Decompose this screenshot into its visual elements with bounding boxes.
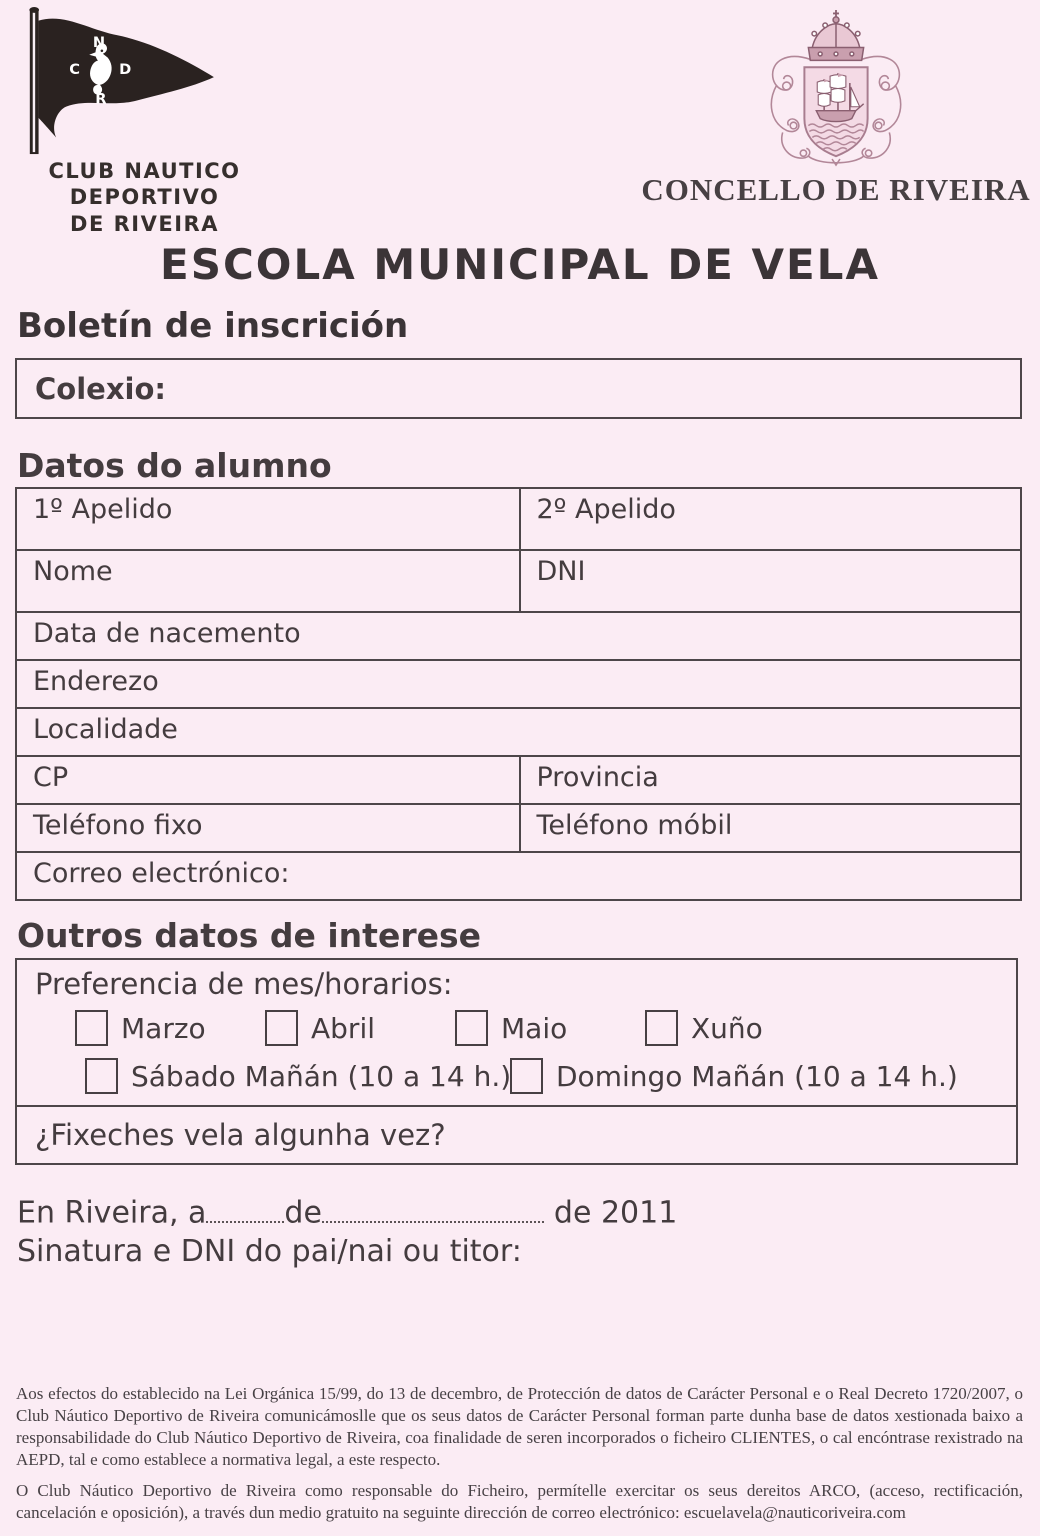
field-apelido2[interactable]: [521, 489, 1021, 549]
schedule-option: [85, 1058, 510, 1094]
council-crest-icon: [747, 8, 925, 168]
flag-letter-d: D: [119, 61, 132, 79]
other-section-heading: Outros datos de interese: [17, 916, 481, 955]
field-label: 2º Apelido: [536, 494, 676, 525]
schedule-options-row: [85, 1058, 1016, 1094]
checkbox-marzo[interactable]: [75, 1010, 108, 1046]
field-enderezo[interactable]: [17, 661, 1020, 707]
field-telefono-fixo[interactable]: [17, 805, 521, 851]
checkbox-sabado[interactable]: [85, 1058, 118, 1094]
field-data-nacemento[interactable]: [17, 613, 1020, 659]
field-cp[interactable]: [17, 757, 521, 803]
field-label: Nome: [33, 556, 113, 587]
table-row: [17, 805, 1020, 853]
club-pennant-flag-icon: [14, 6, 219, 156]
field-provincia[interactable]: [521, 757, 1021, 803]
field-label: 1º Apelido: [33, 494, 173, 525]
table-row: [17, 613, 1020, 661]
table-row: [17, 757, 1020, 805]
legal-paragraph-2: O Club Náutico Deportivo de Riveira como responsable do Ficheiro, permítelle exercitar os seus dereitos ARCO, (acceso, rectificación, cancelación e oposición), a través dun medio gratuito na seguinte dirección de correo electrónico: escuelavela@nauticoriveira.com: [16, 1481, 1023, 1523]
checkbox-label: Domingo Mañán (10 a 14 h.): [556, 1059, 958, 1093]
checkbox-maio[interactable]: [455, 1010, 488, 1046]
month-option: [265, 1010, 455, 1046]
club-name-line2: DE RIVEIRA: [70, 211, 219, 236]
legal-text: [16, 1383, 1023, 1525]
checkbox-label: Xuño: [691, 1011, 763, 1045]
field-label: Localidade: [33, 714, 178, 745]
date-line-prefix: En Riveira, a: [17, 1195, 207, 1231]
form-subtitle: Boletín de inscrición: [17, 306, 409, 346]
field-label: DNI: [536, 556, 586, 587]
table-row: [17, 661, 1020, 709]
field-localidade[interactable]: [17, 709, 1020, 755]
flag-letter-c: C: [69, 61, 80, 79]
month-option: [75, 1010, 265, 1046]
club-logo-block: [12, 6, 277, 237]
month-option: [455, 1010, 645, 1046]
field-correo-electronico[interactable]: [17, 853, 1020, 899]
date-line: [17, 1192, 677, 1231]
table-row: [17, 489, 1020, 551]
colexio-label: Colexio:: [35, 372, 166, 406]
field-apelido1[interactable]: [17, 489, 521, 549]
field-label: Data de nacemento: [33, 618, 301, 649]
flag-letter-n: N: [92, 33, 106, 51]
club-name: [12, 158, 277, 237]
page-title: ESCOLA MUNICIPAL DE VELA: [160, 240, 880, 289]
month-option: [645, 1010, 835, 1046]
colexio-field[interactable]: [15, 358, 1022, 419]
field-label: Teléfono fixo: [33, 810, 203, 841]
other-data-box: [15, 958, 1018, 1165]
flag-letter-r: R: [95, 90, 107, 108]
day-blank[interactable]: [206, 1192, 284, 1223]
field-label: CP: [33, 762, 69, 793]
checkbox-abril[interactable]: [265, 1010, 298, 1046]
field-label: Correo electrónico:: [33, 858, 290, 889]
sailing-question[interactable]: ¿Fixeches vela algunha vez?: [35, 1118, 446, 1152]
schedule-option: [510, 1058, 958, 1094]
signature-label: Sinatura e DNI do pai/nai ou titor:: [17, 1234, 522, 1269]
council-logo-block: [640, 8, 1032, 208]
field-nome[interactable]: [17, 551, 521, 611]
de-label: de: [284, 1195, 322, 1231]
month-blank[interactable]: [322, 1192, 544, 1223]
checkbox-xuno[interactable]: [645, 1010, 678, 1046]
checkbox-label: Maio: [501, 1011, 568, 1045]
checkbox-label: Marzo: [121, 1011, 206, 1045]
preference-label: Preferencia de mes/horarios:: [35, 967, 453, 1001]
student-section-heading: Datos do alumno: [17, 446, 332, 485]
month-options-row: [75, 1010, 1016, 1046]
table-row: [17, 551, 1020, 613]
field-telefono-mobil[interactable]: [521, 805, 1021, 851]
field-label: Teléfono móbil: [536, 810, 733, 841]
field-label: Provincia: [536, 762, 659, 793]
legal-paragraph-1: Aos efectos do establecido na Lei Orgánica 15/99, do 13 de decembro, de Protección de datos de Carácter Personal e o Real Decreto 1720/2007, o Club Náutico Deportivo de Riveira comunicámoslle que os seus datos de Carácter Personal forman parte dunha base de datos xestionada baixo a responsabilidade do Club Náutico Deportivo de Riveira, coa finalidade de seren incorporados o ficheiro CLIENTES, o cal encóntrase rexistrado na AEPD, tal e como establece a normativa legal, a este respecto.: [16, 1384, 1023, 1470]
checkbox-label: Sábado Mañán (10 a 14 h.): [131, 1059, 512, 1093]
checkbox-domingo[interactable]: [510, 1058, 543, 1094]
field-dni[interactable]: [521, 551, 1021, 611]
table-row: [17, 709, 1020, 757]
club-name-line1: CLUB NAUTICO DEPORTIVO: [48, 159, 241, 210]
table-row: [17, 853, 1020, 899]
council-name: CONCELLO DE RIVEIRA: [641, 172, 1031, 207]
field-label: Enderezo: [33, 666, 159, 697]
student-table: [15, 487, 1022, 901]
year-label: de 2011: [553, 1195, 678, 1231]
checkbox-label: Abril: [311, 1011, 375, 1045]
